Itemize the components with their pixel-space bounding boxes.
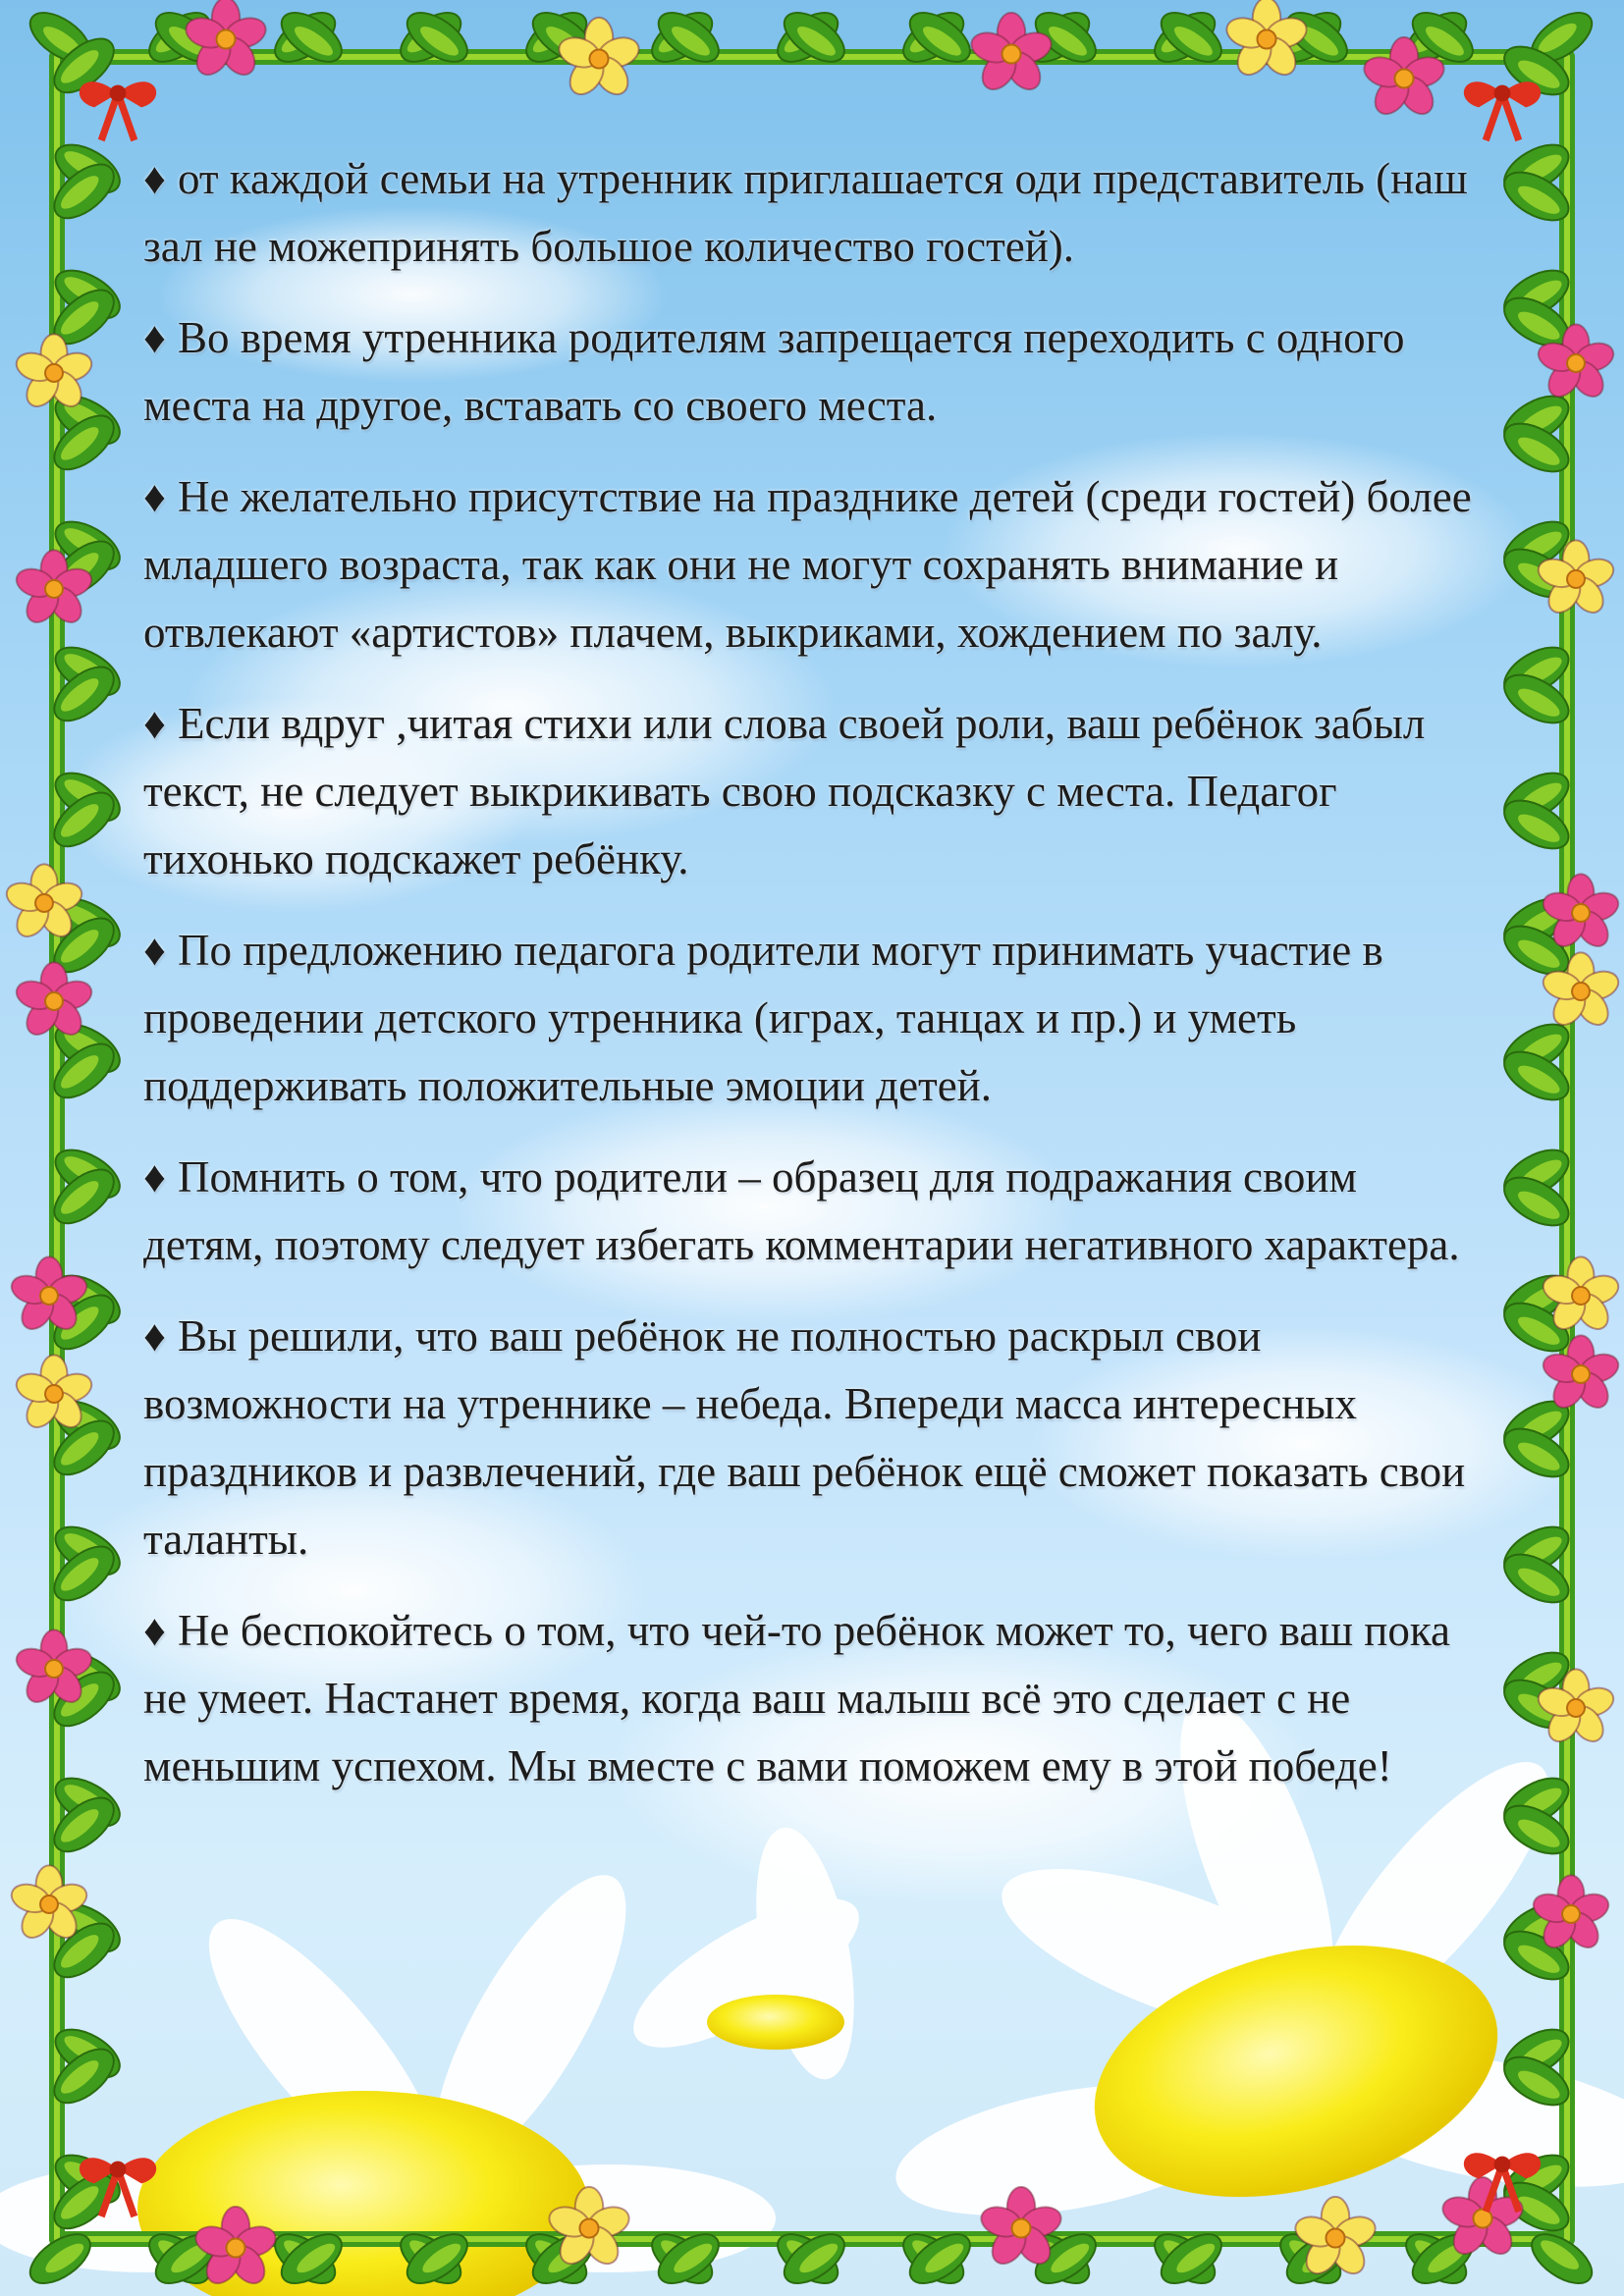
- paragraph-2: [143, 304, 1481, 440]
- paragraph-text: Вы решили, что ваш ребёнок не полностью раскрыл свои возможности на утреннике – небеда. Впереди масса интересных праздников и развлечений, где ваш ребёнок ещё сможет показать свои таланты.: [143, 1311, 1466, 1564]
- paragraph-text: Не беспокойтесь о том, что чей-то ребёнок может то, чего ваш пока не умеет. Настанет время, когда ваш малыш всё это сделает с не меньшим успехом. Мы вместе с вами поможем ему в этой победе!: [143, 1606, 1451, 1790]
- paragraph-text: По предложению педагога родители могут принимать участие в проведении детского утренника (играх, танцах и пр.) и уметь поддерживать положительные эмоции детей.: [143, 926, 1383, 1110]
- paragraph-3: [143, 463, 1481, 667]
- paragraph-5: [143, 917, 1481, 1120]
- diamond-bullet-icon: ♦: [143, 699, 166, 748]
- paragraph-text: Если вдруг ,читая стихи или слова своей роли, ваш ребёнок забыл текст, не следует выкрикивать свою подсказку с места. Педагог тихонько подскажет ребёнку.: [143, 699, 1426, 883]
- paragraph-7: [143, 1303, 1481, 1574]
- paragraph-text: Во время утренника родителям запрещается переходить с одного места на другое, вставать со своего места.: [143, 313, 1405, 430]
- paragraph-text: от каждой семьи на утренник приглашается оди представитель (наш зал не можепринять большое количество гостей).: [143, 154, 1468, 271]
- paragraph-8: [143, 1597, 1481, 1800]
- diamond-bullet-icon: ♦: [143, 154, 166, 203]
- diamond-bullet-icon: ♦: [143, 1152, 166, 1201]
- diamond-bullet-icon: ♦: [143, 926, 166, 975]
- paragraph-6: [143, 1144, 1481, 1279]
- rules-text: [143, 145, 1481, 1824]
- diamond-bullet-icon: ♦: [143, 472, 166, 521]
- paragraph-1: [143, 145, 1481, 281]
- paragraph-4: [143, 690, 1481, 893]
- paragraph-text: Помнить о том, что родители – образец для подражания своим детям, поэтому следует избегать комментарии негативного характера.: [143, 1152, 1460, 1269]
- diamond-bullet-icon: ♦: [143, 313, 166, 362]
- diamond-bullet-icon: ♦: [143, 1606, 166, 1655]
- paragraph-text: Не желательно присутствие на празднике детей (среди гостей) более младшего возраста, так как они не могут сохранять внимание и отвлекают «артистов» плачем, выкриками, хождением по залу.: [143, 472, 1472, 657]
- diamond-bullet-icon: ♦: [143, 1311, 166, 1361]
